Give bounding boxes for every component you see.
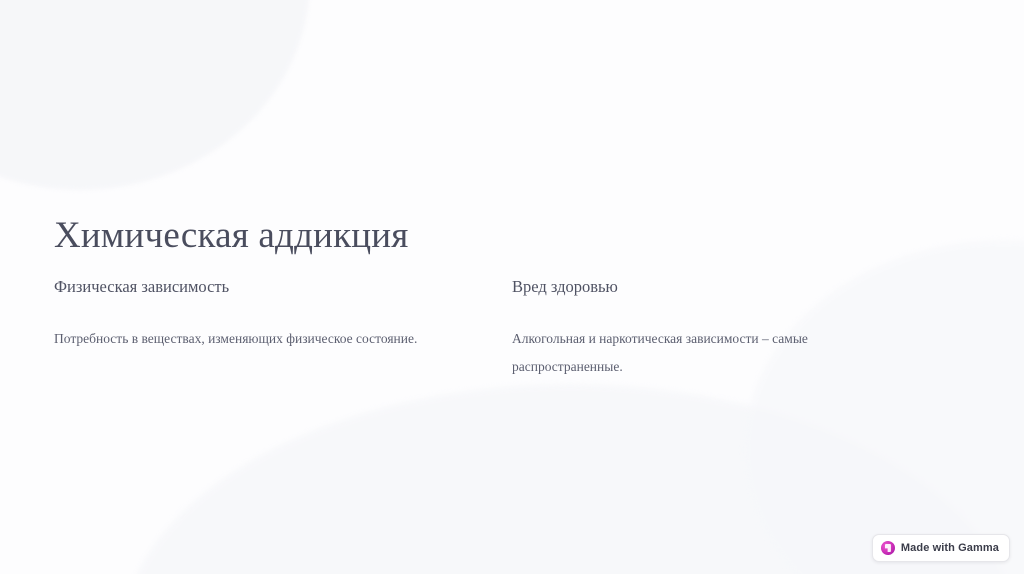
gamma-logo-icon (881, 541, 895, 555)
background-decoration-top-left (0, 0, 310, 190)
column-body-text: Потребность в веществах, изменяющих физическое состояние. (54, 331, 418, 346)
made-with-gamma-label: Made with Gamma (900, 542, 999, 554)
page-title: Химическая аддикция (54, 214, 409, 256)
column-health-harm (512, 275, 970, 381)
column-physical-dependence (54, 275, 512, 381)
column-heading: Вред здоровью (512, 277, 618, 296)
made-with-gamma-badge[interactable] (872, 534, 1010, 562)
content-columns (54, 275, 970, 381)
column-heading: Физическая зависимость (54, 277, 230, 296)
column-body-text: Алкогольная и наркотическая зависимости – самые распространенные. (512, 331, 808, 374)
